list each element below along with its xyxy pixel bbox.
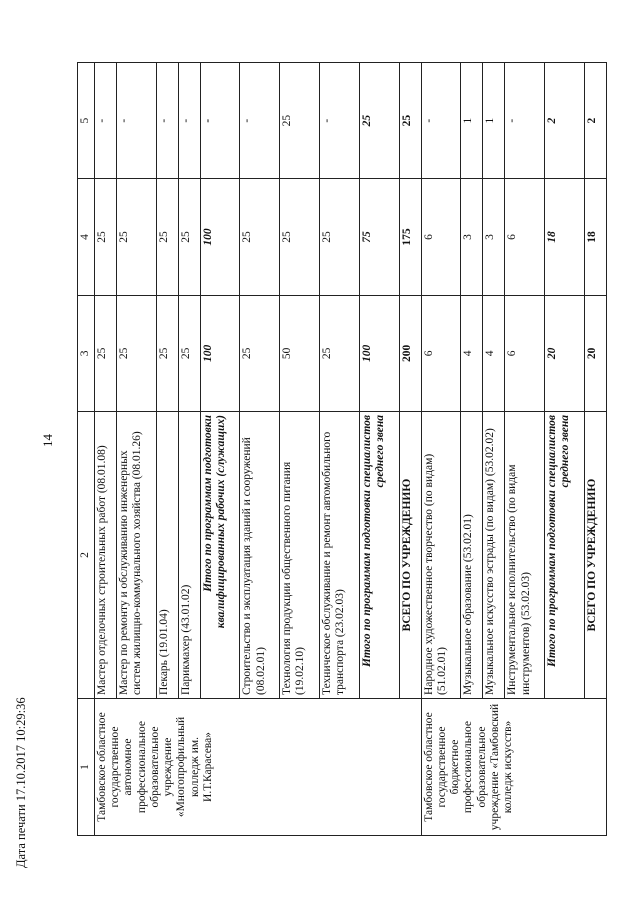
value-cell: 2 bbox=[545, 63, 585, 179]
program-cell: Технология продукции общественного питания (19.02.10) bbox=[280, 412, 320, 699]
rotated-table-container bbox=[77, 62, 607, 836]
grand-total-label: ВСЕГО ПО УЧРЕЖДЕНИЮ bbox=[399, 412, 421, 699]
header-cell: 2 bbox=[78, 412, 95, 699]
value-cell: 25 bbox=[359, 63, 399, 179]
value-cell: - bbox=[178, 63, 200, 179]
program-cell: Техническое обслуживание и ремонт автомобильного транспорта (23.02.03) bbox=[320, 412, 360, 699]
value-cell: - bbox=[156, 63, 178, 179]
grand-total-label: ВСЕГО ПО УЧРЕЖДЕНИЮ bbox=[584, 412, 606, 699]
value-cell: - bbox=[421, 63, 461, 179]
header-cell: 4 bbox=[78, 179, 95, 295]
value-cell: - bbox=[95, 63, 117, 179]
value-cell: 3 bbox=[461, 179, 483, 295]
value-cell: 25 bbox=[95, 295, 117, 411]
value-cell: 6 bbox=[421, 179, 461, 295]
value-cell: 25 bbox=[156, 179, 178, 295]
value-cell: 3 bbox=[483, 179, 505, 295]
value-cell: 100 bbox=[200, 295, 240, 411]
program-cell: Народное художественное творчество (по видам) (51.02.01) bbox=[421, 412, 461, 699]
value-cell: 20 bbox=[584, 295, 606, 411]
value-cell: 25 bbox=[116, 179, 156, 295]
value-cell: 20 bbox=[545, 295, 585, 411]
value-cell: 25 bbox=[399, 63, 421, 179]
header-cell: 1 bbox=[78, 699, 95, 836]
value-cell: 25 bbox=[240, 295, 280, 411]
value-cell: 175 bbox=[399, 179, 421, 295]
program-cell: Инструментальное исполнительство (по видам инструментов) (53.02.03) bbox=[505, 412, 545, 699]
value-cell: 4 bbox=[483, 295, 505, 411]
value-cell: - bbox=[505, 63, 545, 179]
print-date: Дата печати 17.10.2017 10:29:36 bbox=[14, 697, 28, 868]
value-cell: 18 bbox=[584, 179, 606, 295]
program-cell: Музыкальное искусство эстрады (по видам) (53.02.02) bbox=[483, 412, 505, 699]
data-table bbox=[77, 62, 607, 836]
value-cell: - bbox=[240, 63, 280, 179]
subtotal-label: Итого по программам подготовки специалистов среднего звена bbox=[545, 412, 585, 699]
header-cell: 3 bbox=[78, 295, 95, 411]
subtotal-label: Итого по программам подготовки квалифицированных рабочих (служащих) bbox=[200, 412, 240, 699]
institution-cell: Тамбовское областное государственное бюджетное профессиональное образовательное учреждение «Тамбовский колледж искусств» bbox=[421, 699, 606, 836]
subtotal-label: Итого по программам подготовки специалистов среднего звена bbox=[359, 412, 399, 699]
value-cell: 18 bbox=[545, 179, 585, 295]
value-cell: 200 bbox=[399, 295, 421, 411]
value-cell: 25 bbox=[116, 295, 156, 411]
value-cell: - bbox=[320, 63, 360, 179]
value-cell: 25 bbox=[178, 295, 200, 411]
value-cell: 25 bbox=[178, 179, 200, 295]
program-cell: Строительство и эксплуатация зданий и сооружений (08.02.01) bbox=[240, 412, 280, 699]
value-cell: 100 bbox=[359, 295, 399, 411]
program-cell: Пекарь (19.01.04) bbox=[156, 412, 178, 699]
value-cell: 75 bbox=[359, 179, 399, 295]
program-cell: Музыкальное образование (53.02.01) bbox=[461, 412, 483, 699]
value-cell: 1 bbox=[461, 63, 483, 179]
value-cell: 25 bbox=[280, 63, 320, 179]
value-cell: 6 bbox=[421, 295, 461, 411]
header-row bbox=[78, 63, 95, 836]
program-cell: Мастер по ремонту и обслуживанию инженерных систем жилищно-коммунального хозяйства (08.01.26) bbox=[116, 412, 156, 699]
program-cell: Парикмахер (43.01.02) bbox=[178, 412, 200, 699]
value-cell: 2 bbox=[584, 63, 606, 179]
value-cell: 1 bbox=[483, 63, 505, 179]
institution-cell: Тамбовское областное государственное автономное профессиональное образовательное учреждение «Многопрофильный колледж им. И.Т.Карасева» bbox=[95, 699, 422, 836]
value-cell: 25 bbox=[95, 179, 117, 295]
value-cell: - bbox=[116, 63, 156, 179]
table-row bbox=[421, 63, 461, 836]
value-cell: 100 bbox=[200, 179, 240, 295]
value-cell: 6 bbox=[505, 295, 545, 411]
value-cell: 25 bbox=[280, 179, 320, 295]
value-cell: 6 bbox=[505, 179, 545, 295]
value-cell: 50 bbox=[280, 295, 320, 411]
value-cell: - bbox=[200, 63, 240, 179]
value-cell: 25 bbox=[320, 295, 360, 411]
value-cell: 25 bbox=[320, 179, 360, 295]
page-number: 14 bbox=[40, 434, 55, 447]
program-cell: Мастер отделочных строительных работ (08.01.08) bbox=[95, 412, 117, 699]
table-row bbox=[95, 63, 117, 836]
header-cell: 5 bbox=[78, 63, 95, 179]
value-cell: 4 bbox=[461, 295, 483, 411]
value-cell: 25 bbox=[240, 179, 280, 295]
value-cell: 25 bbox=[156, 295, 178, 411]
